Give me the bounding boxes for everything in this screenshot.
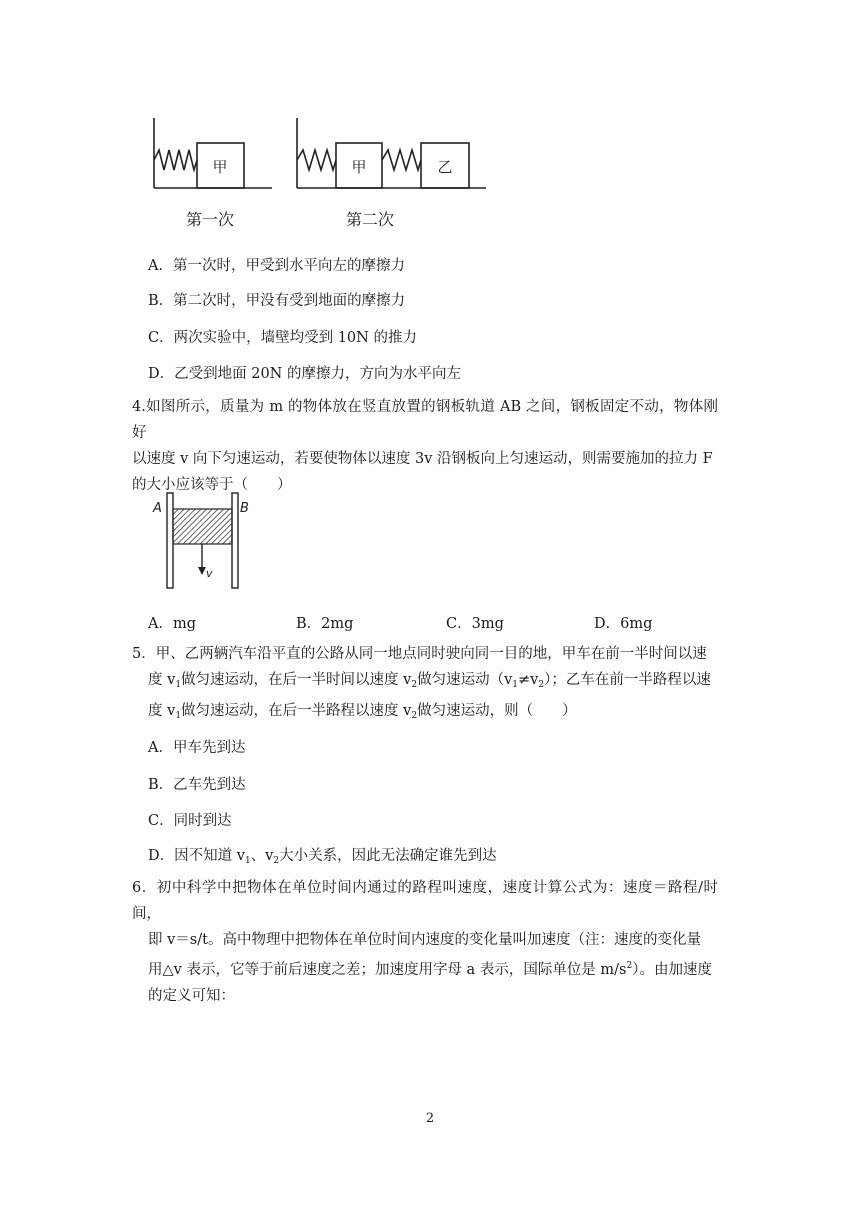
q6-line-4: 的定义可知： <box>148 988 235 1004</box>
q6-line-2: 即 v＝s/t。高中物理中把物体在单位时间内速度的变化量叫加速度（注：速度的变化量 <box>148 932 701 948</box>
plate-label-a: A <box>153 501 162 516</box>
velocity-label: v <box>206 567 213 580</box>
q4-option-b: B．2mg <box>296 616 354 632</box>
q4-option-a: A．mg <box>148 616 197 632</box>
q5-option-c: C．同时到达 <box>148 813 232 829</box>
q6-stem <box>132 875 718 1009</box>
q3-option-b: B．第二次时，甲没有受到地面的摩擦力 <box>148 293 406 309</box>
q3-option-a: A．第一次时，甲受到水平向左的摩擦力 <box>148 258 405 274</box>
q3-option-d: D．乙受到地面 20N 的摩擦力，方向为水平向左 <box>148 366 461 382</box>
block-yi-label: 乙 <box>437 158 453 176</box>
spring-figure <box>140 110 500 190</box>
q4-option-d: D．6mg <box>594 616 653 632</box>
q3-option-c: C．两次实验中，墙壁均受到 10N 的推力 <box>148 330 417 346</box>
q5-stem <box>132 641 718 729</box>
q5-option-d: D．因不知道 $v_1$、$v_2$大小关系，因此无法确定谁先到达 <box>148 848 497 866</box>
q5-option-b: B．乙车先到达 <box>148 777 246 793</box>
block-jia-label-2: 甲 <box>351 158 367 176</box>
q5-line-1: 5．甲、乙两辆汽车沿平直的公路从同一地点同时驶向同一目的地，甲车在前一半时间以速 <box>132 646 707 662</box>
q6-line-1: 6．初中科学中把物体在单位时间内通过的路程叫速度，速度计算公式为：速度＝路程/时间， <box>132 880 718 922</box>
q4-line-1: 4.如图所示，质量为 m 的物体放在竖直放置的钢板轨道 AB 之间，钢板固定不动，物体刚好 <box>132 399 718 441</box>
block-jia-label-1: 甲 <box>212 158 228 176</box>
q6-line-3: 用△v 表示，它等于前后速度之差；加速度用字母 a 表示，国际单位是 $m/s^2$）。由加速度 <box>148 961 712 978</box>
plate-figure <box>148 488 258 592</box>
plate-label-b: B <box>240 501 249 516</box>
q4-line-2: 以速度 v 向下匀速运动，若要使物体以速度 3v 沿钢板向上匀速运动，则需要施加的拉力 F <box>132 451 713 467</box>
page-number: 2 <box>425 1111 435 1126</box>
caption-second: 第二次 <box>346 210 395 229</box>
q5-option-a: A．甲车先到达 <box>148 740 246 756</box>
caption-first: 第一次 <box>186 210 235 229</box>
q5-line-2: 度 $v_1$做匀速运动，在后一半时间以速度 $v_2$做匀速运动$(v_1\ne v_2)$；乙车在前一半路程以速 <box>148 672 711 690</box>
q4-line-3: 的大小应该等于（ ） <box>132 477 292 493</box>
q4-stem <box>132 394 718 498</box>
q4-option-c: C．3mg <box>446 616 504 632</box>
q5-line-3: 度 $v_1$做匀速运动，在后一半路程以速度 $v_2$做匀速运动，则（ ） <box>148 703 577 721</box>
